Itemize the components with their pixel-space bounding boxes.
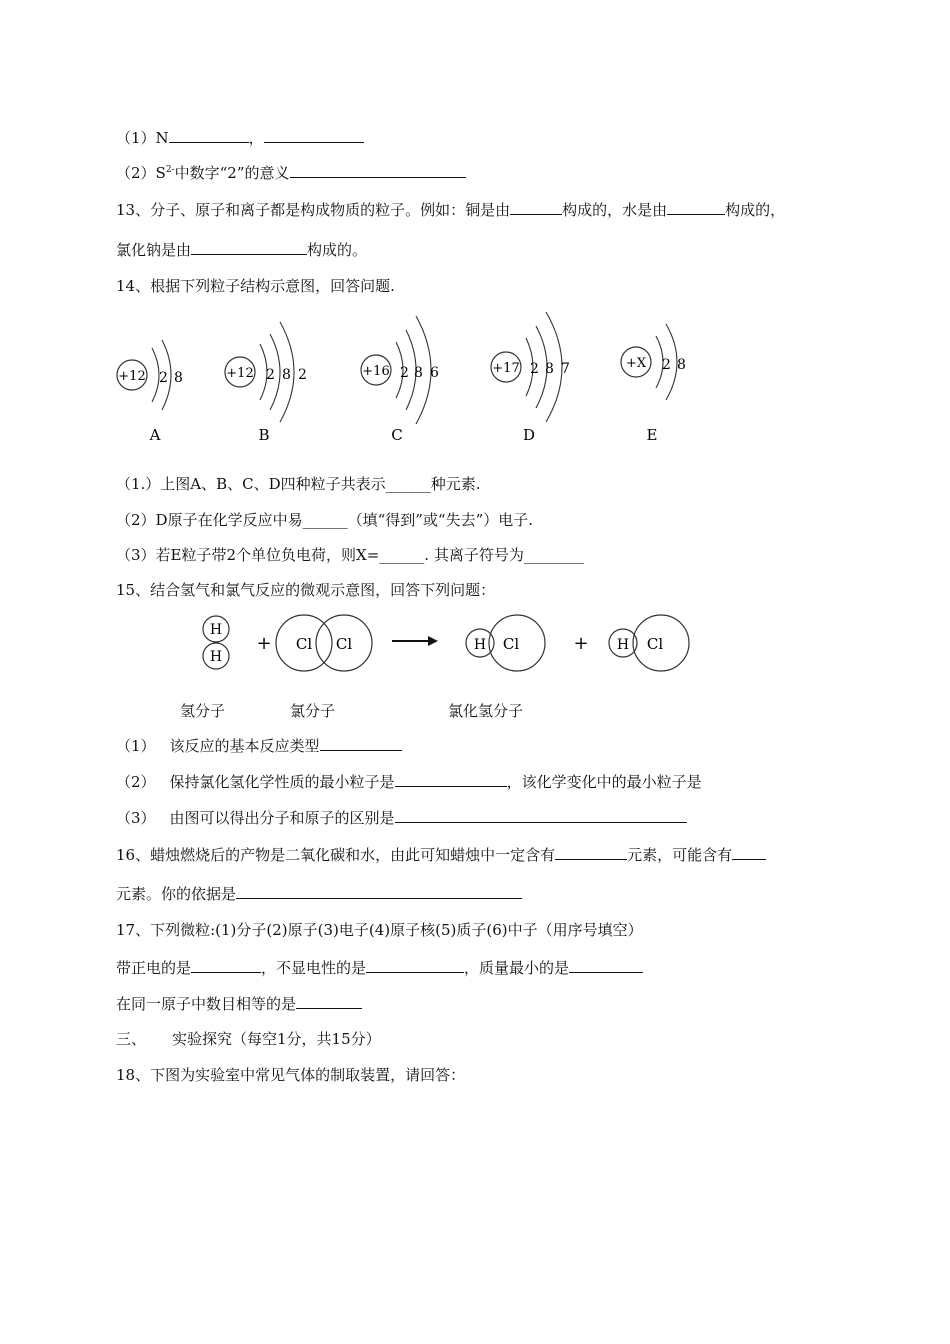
q14-sub3: （3）若E粒子带2个单位负电荷，则X=______. 其离子符号为________ <box>116 546 584 564</box>
q17-blank-1[interactable] <box>191 958 261 973</box>
particle-c-nucleus: +16 <box>362 364 390 379</box>
particle-c <box>361 316 439 444</box>
q14-sub1: （1.）上图A、B、C、D四种粒子共表示______种元素. <box>116 475 481 493</box>
q15-blank-1[interactable] <box>320 736 402 751</box>
particle-e-shell-2: 8 <box>677 357 686 373</box>
cl-atom: Cl <box>295 635 313 653</box>
q17-line1: 带正电的是 ，不显电性的是 ，质量最小的是 <box>116 958 643 978</box>
q16-blank-2[interactable] <box>732 845 766 860</box>
chlorine-molecule <box>276 615 372 671</box>
particle-b-label: B <box>258 426 270 444</box>
particle-c-shell-3: 6 <box>430 365 439 381</box>
q12-part2: $(2)S^{2-}$中数字“2”的意义 <box>116 163 466 183</box>
q16-line2: 元素。你的依据是 <box>116 884 522 904</box>
q14-sub2: （2）D原子在化学反应中易______（填“得到”或“失去”）电子. <box>116 511 534 529</box>
particle-d <box>491 312 570 444</box>
particle-a-label: A <box>149 426 161 444</box>
particle-b <box>225 322 307 444</box>
q13-blank-copper[interactable] <box>510 200 562 215</box>
q13-blank-nacl[interactable] <box>191 240 307 255</box>
particle-a-nucleus: +12 <box>118 369 146 384</box>
particle-c-shell-1: 2 <box>400 365 409 381</box>
q16-blank-3[interactable] <box>236 884 522 899</box>
q15-title: 15、结合氢气和氯气反应的微观示意图，回答下列问题： <box>116 581 496 599</box>
hcl-molecule <box>609 615 689 671</box>
q17-blank-2[interactable] <box>366 958 464 973</box>
q17-blank-4[interactable] <box>296 994 362 1009</box>
particle-b-shell-3: 2 <box>298 367 307 383</box>
particle-a <box>117 340 183 444</box>
q12-blank-2[interactable] <box>264 128 364 143</box>
q16-blank-1[interactable] <box>555 845 627 860</box>
particle-d-shell-3: 7 <box>561 361 570 377</box>
q17-line2: 在同一原子中数目相等的是 <box>116 994 362 1014</box>
hcl-molecule <box>466 615 545 671</box>
label-hydrogen-molecule: 氢分子 <box>180 702 226 720</box>
q13-blank-water[interactable] <box>667 200 725 215</box>
particle-e-label: E <box>646 426 658 444</box>
q12-blank-1[interactable] <box>169 128 249 143</box>
particle-d-nucleus: +17 <box>492 361 520 376</box>
q14-blank-4[interactable]: ________ <box>523 546 584 564</box>
h-atom: H <box>473 637 487 653</box>
particle-d-shell-2: 8 <box>545 361 554 377</box>
particle-diagrams <box>100 300 720 450</box>
cl-atom: Cl <box>646 635 664 653</box>
q16-line1: 16、蜡烛燃烧后的产物是二氧化碳和水，由此可知蜡烛中一定含有 元素，可能含有 <box>116 845 766 865</box>
reaction-diagram <box>180 605 710 685</box>
hydrogen-molecule <box>203 616 229 669</box>
label-hcl-molecule: 氯化氢分子 <box>448 702 524 720</box>
q14-blank-1[interactable]: ______ <box>385 475 431 493</box>
q12-part1: （1）N ， <box>116 128 364 148</box>
plus-sign: + <box>573 633 589 654</box>
particle-b-nucleus: +12 <box>226 366 254 381</box>
cl-atom: Cl <box>502 635 520 653</box>
reaction-arrow-icon <box>392 636 438 646</box>
q13-line2: 氯化钠是由 构成的。 <box>116 241 368 259</box>
particle-e <box>621 324 686 444</box>
label-chlorine-molecule: 氯分子 <box>290 702 336 720</box>
particle-d-label: D <box>522 426 536 444</box>
h-atom: H <box>209 649 223 665</box>
q14-title: 14、根据下列粒子结构示意图，回答问题. <box>116 277 395 295</box>
particle-d-shell-1: 2 <box>530 361 539 377</box>
plus-sign: + <box>256 633 272 654</box>
particle-e-nucleus: +X <box>625 356 647 371</box>
particle-c-shell-2: 8 <box>414 365 423 381</box>
q17-title: 17、下列微粒:(1)分子(2)原子(3)电子(4)原子核(5)质子(6)中子（用序号填空） <box>116 921 643 939</box>
particle-b-shell-2: 8 <box>282 367 291 383</box>
particle-c-label: C <box>391 426 403 444</box>
h-atom: H <box>616 637 630 653</box>
q14-blank-3[interactable]: ______ <box>379 546 425 564</box>
q12-blank-3[interactable] <box>290 163 466 178</box>
q15-sub1: （1） 该反应的基本反应类型 <box>116 736 402 756</box>
q14-blank-2[interactable]: ______ <box>302 511 348 529</box>
q15-sub2: （2） 保持氯化氢化学性质的最小粒子是 ，该化学变化中的最小粒子是 <box>116 773 702 791</box>
particle-a-shell-2: 8 <box>174 370 183 386</box>
section-3-heading: 三、 实验探究（每空1分，共15分） <box>116 1030 381 1048</box>
particle-a-shell-1: 2 <box>159 370 168 386</box>
h-atom: H <box>209 622 223 638</box>
particle-b-shell-1: 2 <box>266 367 275 383</box>
q13-line1: 13、分子、原子和离子都是构成物质的粒子。例如：铜是由 构成的，水是由 构成的， <box>116 201 786 219</box>
q15-sub3: （3） 由图可以得出分子和原子的区别是 <box>116 808 687 828</box>
particle-e-shell-1: 2 <box>662 357 671 373</box>
q15-blank-3[interactable] <box>395 808 687 823</box>
q17-blank-3[interactable] <box>569 958 643 973</box>
q15-blank-2[interactable] <box>395 772 507 787</box>
q18-title: 18、下图为实验室中常见气体的制取装置，请回答： <box>116 1066 466 1084</box>
cl-atom: Cl <box>335 635 353 653</box>
